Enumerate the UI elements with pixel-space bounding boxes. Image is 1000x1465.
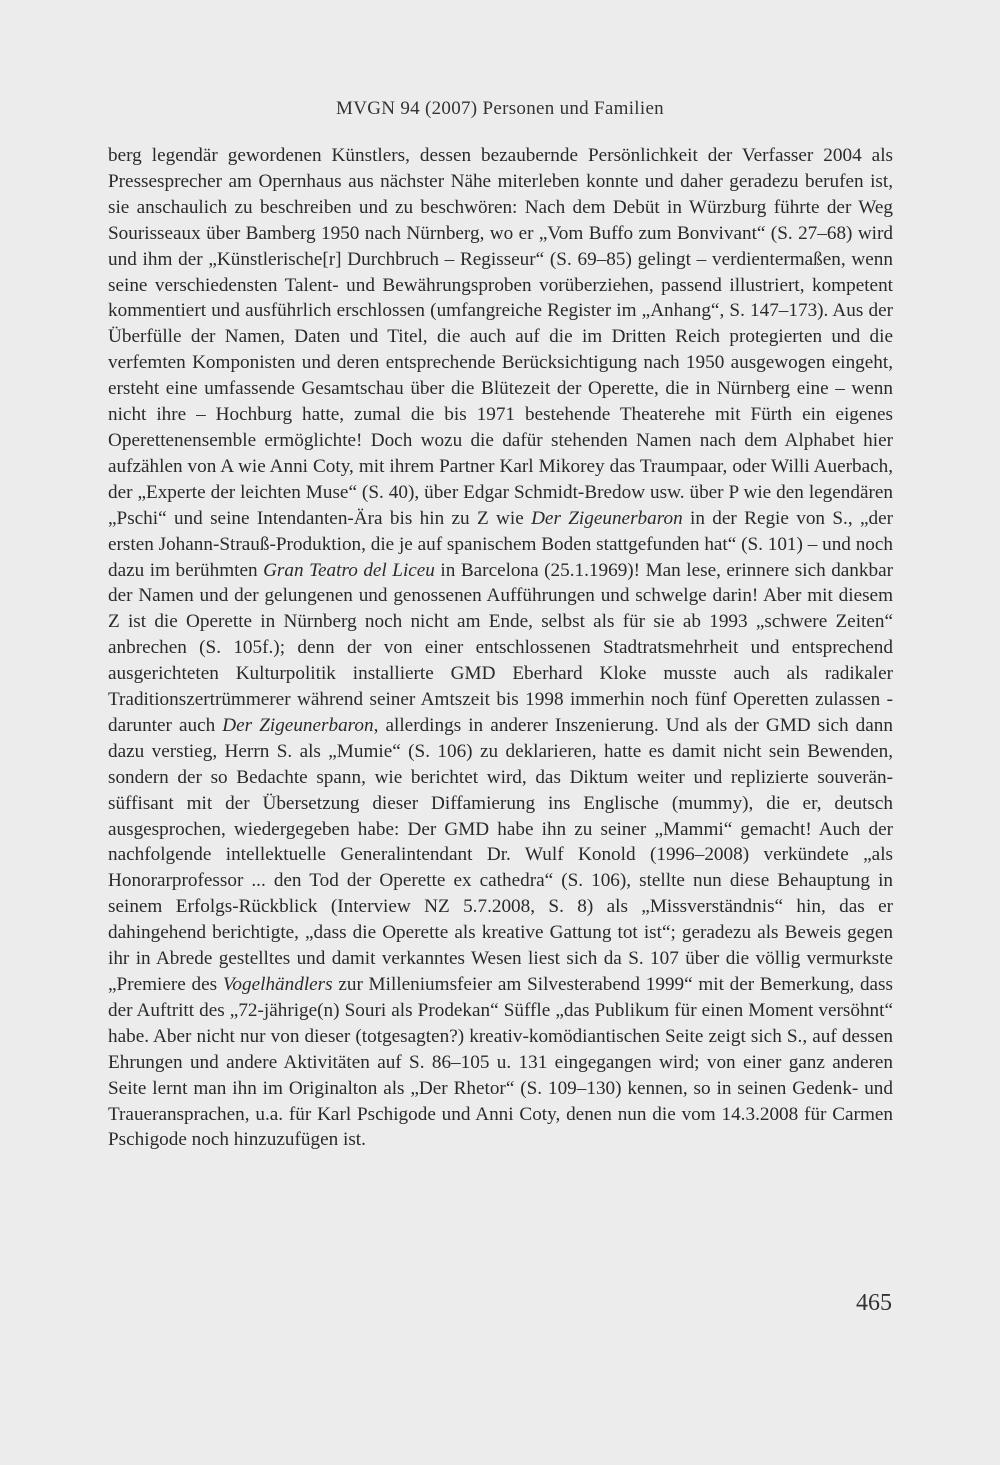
italic-title: Der Zigeunerbaron	[531, 507, 683, 529]
italic-title: Vogelhändlers	[222, 974, 333, 995]
italic-title: Der Zigeunerbaron	[222, 714, 374, 736]
text-segment: in Barcelona (25.1.1969)! Man lese, erinnere sich dankbar der Namen und der gelungenen und genossenen Aufführungen und schwelge darin! Aber mit diesem Z ist die Operette in Nürnberg noch nicht am Ende, selbst als für sie ab 1993 „schwere Zeiten“ anbrechen (S. 105f.); denn der von einer entschlossenen Stadtratsmehrheit und entsprechend ausgerichteten Kulturpolitik installierte GMD Eberhard Kloke musste auch als radikaler Traditionszertrümmerer während seiner Amtszeit bis 1998 immerhin noch fünf Operetten zulassen - darunter auch	[108, 559, 893, 736]
text-segment: zur Milleniumsfeier am Silvesterabend 1999“ mit der Bemerkung, dass der Auftritt des „72-jährige(n) Souri als Prodekan“ Süffle „das Publikum für einen Moment versöhnt“ habe. Aber nicht nur von dieser (totgesagten?) kreativ-komödiantischen Seite zeigt sich S., auf dessen Ehrungen und andere Aktivitäten auf S. 86–105 u. 131 eingegangen wird; von einer ganz anderen Seite lernt man ihn im Originalton als „Der Rhetor“ (S. 109–130) kennen, so in seinen Gedenk- und Traueransprachen, u.a. für Karl Pschigode und Anni Coty, denen nun die vom 14.3.2008 für Carmen Pschigode noch hinzuzufügen ist.	[108, 974, 893, 1151]
page-number: 465	[856, 1290, 892, 1316]
text-segment: in der Regie von S., „der ersten Johann-Strauß-Produktion, die je auf spanischem Boden stattgefunden hat“ (S. 101) – und noch dazu im berühmten	[108, 507, 893, 581]
text-segment: berg legendär gewordenen Künstlers, dessen bezaubernde Persönlichkeit der Verfasser 2004 als Pressesprecher am Opernhaus aus nächster Nähe miterleben konnte und daher geradezu berufen ist, sie anschaulich zu beschreiben und zu beschwören: Nach dem Debüt in Würzburg führte der Weg Sourisseaux über Bamberg 1950 nach Nürnberg, wo er „Vom Buffo zum Bonvivant“ (S. 27–68) wird und ihm der „Künstlerische[r] Durchbruch – Regisseur“ (S. 69–85) gelingt – verdientermaßen, wenn seine verschiedensten Talent- und Bewährungsproben vorüberziehen, passend illustriert, kompetent kommentiert und ausführlich erschlossen (umfangreiche Register im „Anhang“, S. 147–173). Aus der Überfülle der Namen, Daten und Titel, die auch auf die im Dritten Reich protegierten und die verfemten Komponisten und deren entsprechende Berücksichtigung nach 1950 ausgewogen eingeht, ersteht eine umfassende Gesamtschau über die Blütezeit der Operette, die in Nürnberg eine – wenn nicht ihre – Hochburg hatte, zumal die bis 1971 bestehende Theaterehe mit Fürth ein eigenes Operettenensemble ermöglichte! Doch wozu die dafür stehenden Namen nach dem Alphabet hier aufzählen von A wie Anni Coty, mit ihrem Partner Karl Mikorey das Traumpaar, oder Willi Auerbach, der „Experte der leichten Muse“ (S. 40), über Edgar Schmidt-Bredow usw. über P wie den legendären „Pschi“ und seine Intendanten-Ära bis hin zu Z wie	[108, 145, 893, 529]
italic-title: Gran Teatro del Liceu	[263, 559, 435, 581]
body-text	[108, 143, 893, 1153]
paragraph	[108, 143, 893, 1153]
running-head: MVGN 94 (2007) Personen und Familien	[336, 98, 664, 119]
text-segment: , allerdings in anderer Inszenierung. Und als der GMD sich dann dazu verstieg, Herrn S. als „Mumie“ (S. 106) zu deklarieren, hatte es damit nicht sein Bewenden, sondern der so Bedachte spann, wie berichtet wird, das Diktum weiter und replizierte souverän-süffisant mit der Übersetzung dieser Diffamierung ins Englische (mummy), die er, deutsch ausgesprochen, wiedergegeben habe: Der GMD habe ihn zu seiner „Mammi“ gemacht! Auch der nachfolgende intellektuelle Generalintendant Dr. Wulf Konold (1996–2008) verkündete „als Honorarprofessor ... den Tod der Operette ex cathedra“ (S. 106), stellte nun diese Behauptung in seinem Erfolgs-Rückblick (Interview NZ 5.7.2008, S. 8) als „Missverständnis“ hin, das er dahingehend berichtigte, „dass die Operette als kreative Gattung tot ist“; geradezu als Beweis gegen ihr in Abrede gestelltes und damit verkanntes Wesen liest sich da S. 107 über die völlig vermurkste „Premiere des	[108, 714, 893, 995]
